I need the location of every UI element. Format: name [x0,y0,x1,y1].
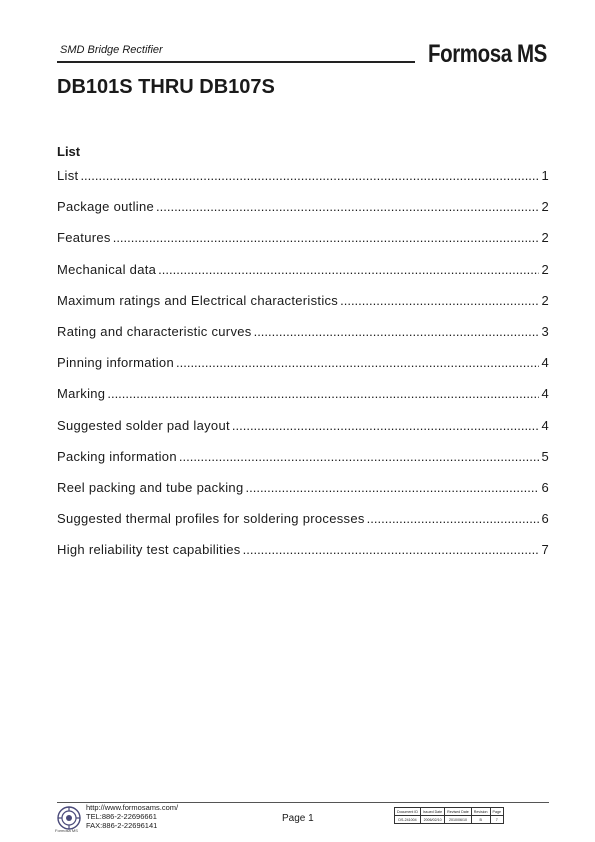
toc-entry[interactable] [57,324,549,355]
toc-leader-dots [232,418,540,433]
header-revised-date: Revised Date [445,808,472,816]
telephone-number: TEL:886-2-22696661 [86,812,157,821]
toc-entry-label: Marking [57,386,106,402]
website-link[interactable]: http://www.formosams.com/ [86,803,179,812]
table-of-contents [57,168,549,573]
value-revised-date: 2010/06/10 [445,816,472,824]
toc-entry-page: 6 [541,479,549,495]
toc-entry-label: Rating and characteristic curves [57,323,252,339]
toc-leader-dots [113,230,540,245]
toc-entry-page: 2 [541,230,549,246]
toc-leader-dots [367,511,540,526]
contact-info [86,803,178,830]
value-revision: B [471,816,490,824]
table-row [395,816,504,824]
toc-entry-label: List [57,168,79,183]
toc-entry-label: Features [57,230,111,246]
toc-entry-page: 7 [541,542,549,558]
header-issued-date: Issued Date [420,808,444,816]
toc-entry-page: 2 [541,261,549,277]
value-document-id: DS-241004 [395,816,421,824]
value-issued-date: 2006/02/10 [420,816,444,824]
header-page: Page [490,808,503,816]
list-heading: List [57,144,81,159]
toc-entry[interactable] [57,449,549,480]
toc-entry-label: Package outline [57,199,155,215]
toc-entry[interactable] [57,511,549,542]
toc-entry[interactable] [57,168,549,199]
toc-leader-dots [107,386,539,401]
toc-entry-label: Mechanical data [57,261,157,277]
brand-logo-text: Formosa MS [428,40,547,68]
company-logo-icon [57,806,81,830]
toc-leader-dots [254,324,540,339]
header-revision: Revision [471,808,490,816]
toc-leader-dots [243,542,540,557]
toc-entry-page: 2 [541,199,549,215]
header-document-id: Document ID [395,808,421,816]
toc-entry-label: Suggested thermal profiles for soldering processes [57,511,365,527]
toc-entry[interactable] [57,262,549,293]
document-subtitle: SMD Bridge Rectifier [60,44,163,56]
header-rule [57,61,415,63]
toc-entry-page: 6 [541,511,549,527]
fax-number: FAX:886-2-22696141 [86,821,158,830]
document-title: DB101S THRU DB107S [57,76,275,98]
toc-entry[interactable] [57,542,549,573]
toc-entry-page: 4 [541,355,549,371]
toc-entry-label: High reliability test capabilities [57,542,241,558]
toc-entry-page: 4 [541,417,549,433]
toc-entry[interactable] [57,199,549,230]
toc-entry[interactable] [57,386,549,417]
toc-leader-dots [156,199,539,214]
toc-entry-label: Pinning information [57,355,174,371]
page-number: Page 1 [282,813,314,824]
toc-leader-dots [246,480,540,495]
table-header-row [395,808,504,816]
logo-caption: Formosa MS [55,828,78,833]
toc-leader-dots [340,293,539,308]
toc-leader-dots [179,449,540,464]
toc-entry-page: 5 [541,448,549,464]
toc-entry[interactable] [57,418,549,449]
toc-entry-label: Maximum ratings and Electrical characteristics [57,292,339,308]
toc-entry-page: 3 [541,323,549,339]
toc-entry[interactable] [57,230,549,261]
document-info-table [394,807,504,824]
value-page: 7 [490,816,503,824]
toc-entry-page: 1 [541,168,549,183]
toc-entry[interactable] [57,293,549,324]
toc-leader-dots [80,168,539,183]
toc-leader-dots [158,262,539,277]
toc-leader-dots [176,355,539,370]
toc-entry-label: Suggested solder pad layout [57,417,230,433]
toc-entry-label: Reel packing and tube packing [57,479,244,495]
toc-entry-page: 4 [541,386,549,402]
toc-entry-label: Packing information [57,448,177,464]
toc-entry[interactable] [57,355,549,386]
toc-entry[interactable] [57,480,549,511]
toc-entry-page: 2 [541,292,549,308]
